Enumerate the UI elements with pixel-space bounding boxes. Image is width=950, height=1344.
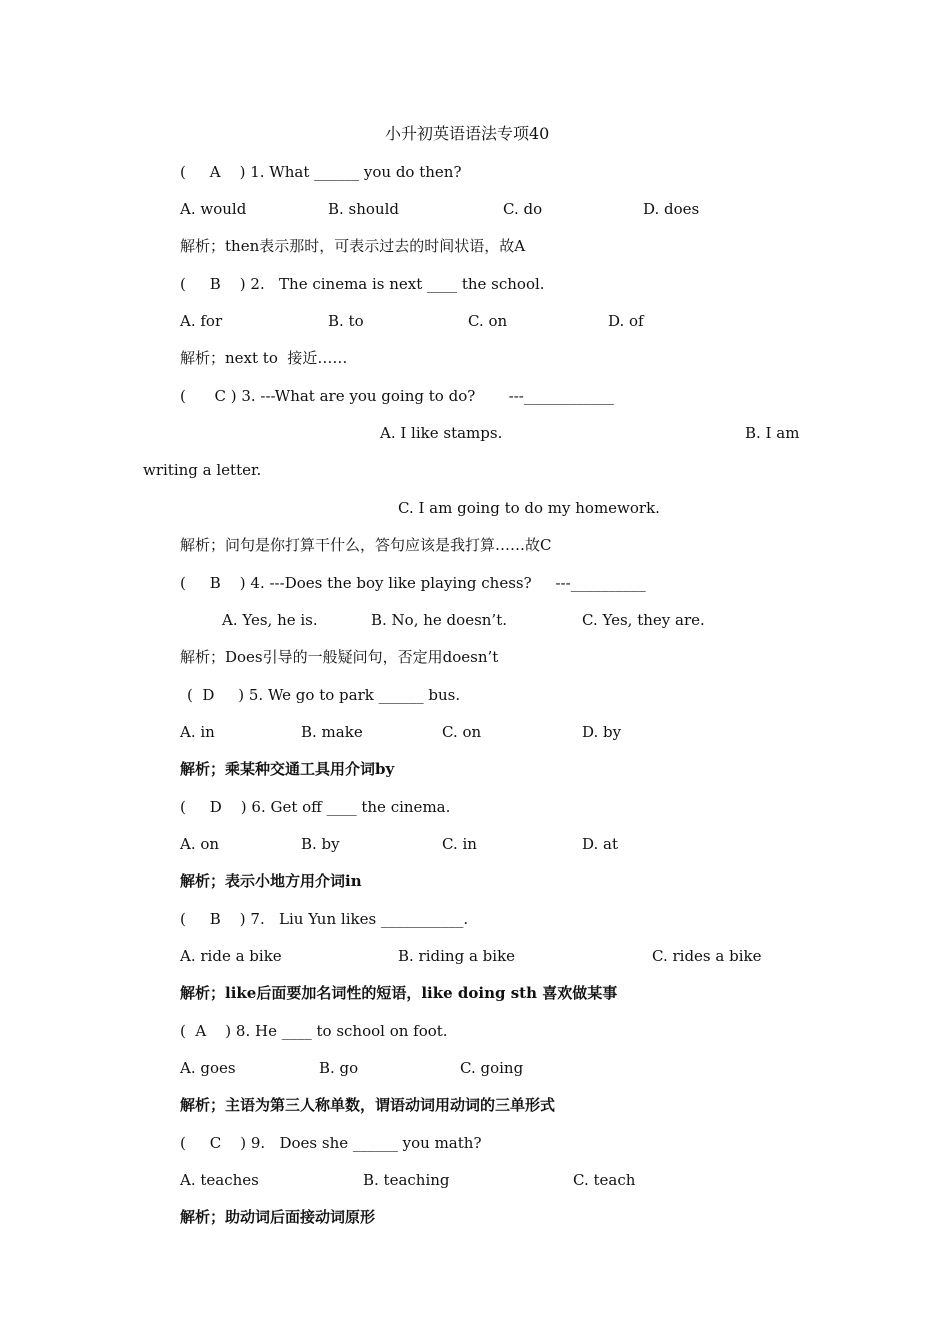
question-3-option-b-continued: writing a letter. [143,461,262,479]
question-8-option-b: B. go [319,1059,359,1077]
question-7-stem: ( B ) 7. Liu Yun likes ___________. [180,910,469,928]
question-5-option-a: A. in [180,723,215,741]
question-3-option-a: A. I like stamps. [380,424,503,442]
question-1-option-c: C. do [503,200,543,218]
question-5-option-b: B. make [301,723,363,741]
question-5-analysis: 解析；乘某种交通工具用介词by [180,760,395,778]
question-2-stem: ( B ) 2. The cinema is next ____ the school. [180,275,545,293]
question-4-analysis: 解析；Does引导的一般疑问句，否定用doesn’t [180,648,499,666]
question-8-option-a: A. goes [180,1059,236,1077]
question-9-option-a: A. teaches [180,1171,259,1189]
question-7-option-c: C. rides a bike [652,947,762,965]
question-1-analysis: 解析；then表示那时，可表示过去的时间状语，故A [180,237,526,255]
question-3-option-c: C. I am going to do my homework. [398,499,660,517]
question-4-option-b: B. No, he doesn’t. [371,611,507,629]
question-9-stem: ( C ) 9. Does she ______ you math? [180,1134,482,1152]
question-7-analysis: 解析；like后面要加名词性的短语，like doing sth 喜欢做某事 [180,984,618,1002]
question-8-analysis: 解析；主语为第三人称单数，谓语动词用动词的三单形式 [180,1096,556,1114]
question-8-stem: ( A ) 8. He ____ to school on foot. [180,1022,448,1040]
question-2-option-c: C. on [468,312,508,330]
question-7-option-b: B. riding a bike [398,947,516,965]
page-title: 小升初英语语法专项40 [385,124,550,143]
question-2-analysis: 解析；next to 接近…… [180,349,348,367]
question-6-option-b: B. by [301,835,340,853]
question-6-option-d: D. at [582,835,618,853]
question-3-analysis: 解析；问句是你打算干什么，答句应该是我打算……故C [180,536,552,554]
question-1-stem: ( A ) 1. What ______ you do then? [180,163,462,181]
question-6-stem: ( D ) 6. Get off ____ the cinema. [180,798,451,816]
question-5-stem: ( D ) 5. We go to park ______ bus. [187,686,461,704]
question-5-option-d: D. by [582,723,622,741]
question-3-option-b: B. I am [745,424,800,442]
question-4-option-c: C. Yes, they are. [582,611,705,629]
question-9-option-c: C. teach [573,1171,636,1189]
question-2-option-b: B. to [328,312,364,330]
question-1-option-a: A. would [180,200,247,218]
question-5-option-c: C. on [442,723,482,741]
question-4-option-a: A. Yes, he is. [222,611,318,629]
question-1-option-b: B. should [328,200,400,218]
question-8-option-c: C. going [460,1059,524,1077]
question-2-option-a: A. for [180,312,223,330]
question-3-stem: ( C ) 3. ---What are you going to do? ---____________ [180,387,614,405]
question-6-analysis: 解析；表示小地方用介词in [180,872,362,890]
question-9-analysis: 解析；助动词后面接动词原形 [180,1208,376,1226]
question-1-option-d: D. does [643,200,700,218]
question-6-option-a: A. on [180,835,220,853]
question-6-option-c: C. in [442,835,477,853]
question-7-option-a: A. ride a bike [180,947,282,965]
question-2-option-d: D. of [608,312,644,330]
question-4-stem: ( B ) 4. ---Does the boy like playing chess? ---__________ [180,574,646,592]
question-9-option-b: B. teaching [363,1171,450,1189]
